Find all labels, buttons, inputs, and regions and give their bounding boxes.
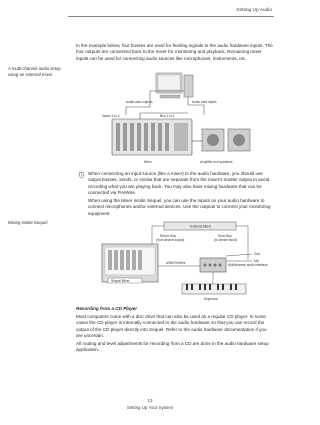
label-return-bus-sub: (from device output) [156,238,185,242]
side-note-mixing-inside: Mixing inside Sequel [8,220,48,225]
label-mic: Mic [254,259,259,263]
label-bus: Bus 1 to 4 [160,114,175,118]
footer-title: Setting Up Your System [126,405,174,410]
label-amplifier: Amplifier and speakers [200,160,233,164]
label-keyboard: Keyboard [204,297,218,301]
note-icon [78,172,85,179]
cd-paragraph-2: All routing and level adjustments for recording from a CD are done in the audio hardware setup application. [76,341,269,353]
page-number: 13 [147,398,153,403]
cd-heading: Recording from a CD Player [76,306,138,311]
computer-tower [184,75,193,97]
header-rule [68,16,274,17]
label-audio-card-outputs: Audio card outputs [126,100,153,104]
intro-paragraph: In the example below, four busses are used for feeding signals to the audio hardware inputs. The four outputs are connected back to the mixer for monitoring and playback. Remaining mixer inputs can be used for connecting audio sources like microphones, instruments, etc. [76,43,273,61]
label-audio-card-inputs: Audio card inputs [192,100,217,104]
label-mixer: Mixer [144,160,152,164]
mixer-paragraph: When using the Mixer inside Sequel, you can use the inputs on your audio hardware to connect microphones and/or external devices. Use the outputs to connect your monitoring equipment. [88,198,271,216]
label-sequel-mixer: Sequel Mixer [111,279,130,283]
label-multichannel: Multichannel audio interface [228,263,268,267]
figure-mixing-inside-sequel [100,220,270,304]
label-guitar: Guit. [254,252,261,256]
running-header: Setting Up Audio [236,8,272,13]
figure-external-mixer [100,71,260,167]
label-inputs: Inputs 1 to 4 [102,114,120,118]
side-note-multichannel: A multi-channel audio setup using an external mixer [8,66,61,77]
label-return-bus: Return Bus [160,234,176,238]
note-paragraph: When connecting an input source (like a mixer) to the audio hardware, you should use output busses, sends, or similar that are separate from the mixer's master output to avoid recording what you are playing back. You may also have mixing hardware that can be connected via FireWire. [88,171,270,195]
cd-paragraph-1: Most computers come with a disc drive that can also be used as a regular CD player. In some cases the CD player is internally connected to the audio hardware so that you can record the output of the CD player directly into Sequel. Refer to the audio hardware documentation if you are uncertain. [76,314,267,338]
label-usb-firewire: USB/FireWire [166,261,186,265]
label-send-bus-sub: (to device input) [214,238,237,242]
label-send-bus: Send Bus [218,234,232,238]
label-external-effect: External Effect [190,224,211,229]
